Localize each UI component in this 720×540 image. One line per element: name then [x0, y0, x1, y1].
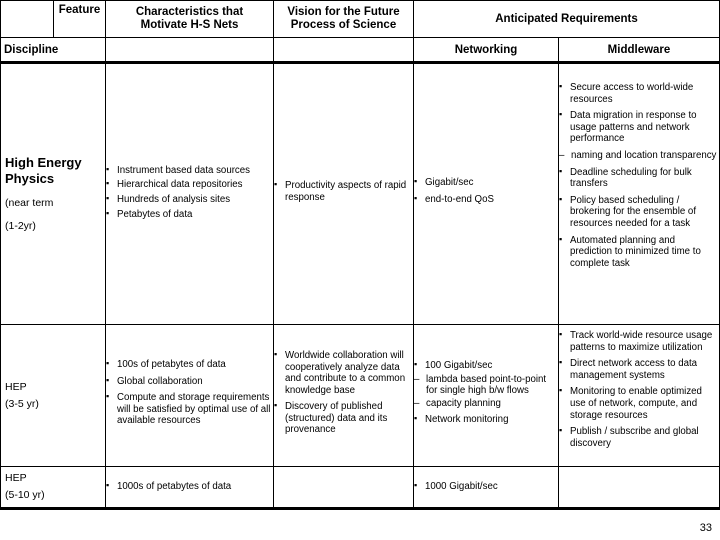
header-networking: Networking [414, 38, 559, 63]
row2-characteristics-cell [106, 325, 274, 467]
row2-discipline-cell [1, 325, 106, 467]
row3-vision-cell [274, 467, 414, 509]
row2-middleware-cell [559, 325, 720, 467]
row2-discipline-line1: HEP [5, 380, 27, 393]
list-item: ▪ Track world-wide resource usage patterns to maximize utilization [559, 330, 719, 353]
header-corner-blank [1, 1, 53, 37]
header-characteristics-line1: Characteristics that [135, 6, 244, 18]
row1-middleware-list [559, 82, 719, 145]
list-item: ▪ Automated planning and prediction to minimized time to complete task [559, 235, 719, 270]
list-item: ▪ Hierarchical data repositories [106, 179, 273, 191]
list-item: ▪ Discovery of published (structured) data and its provenance [274, 401, 413, 436]
list-item: ▪ 100 Gigabit/sec [414, 360, 558, 372]
row3-characteristics-cell [106, 467, 274, 509]
row1-discipline-title-line2: Physics [5, 171, 55, 186]
list-item: ▪ 100s of petabytes of data [106, 359, 273, 371]
list-item: ▪ Monitoring to enable optimized use of network, compute, and storage resources [559, 386, 719, 421]
row3-characteristics-list [106, 481, 273, 493]
list-item: ▪ 1000s of petabytes of data [106, 481, 273, 493]
header-vision-line1: Vision for the Future [287, 6, 400, 18]
list-item: ▪ Instrument based data sources [106, 165, 273, 177]
row1-discipline-sub2: (1-2yr) [5, 220, 36, 232]
header-feature-label: Feature [53, 1, 105, 37]
list-item: ▪ Secure access to world-wide resources [559, 82, 719, 105]
row1-characteristics-list [106, 165, 273, 220]
list-item: ▪ Global collaboration [106, 376, 273, 388]
row1-vision-list [274, 180, 413, 203]
row3-discipline-cell [1, 467, 106, 509]
table-header-row-1 [1, 1, 720, 38]
row2-vision-list [274, 350, 413, 436]
list-item: – naming and location transparency [559, 150, 719, 162]
row3-networking-list [414, 481, 558, 493]
list-item: ▪ end-to-end QoS [414, 194, 558, 206]
row1-networking-cell [414, 63, 559, 325]
list-item: ▪ Hundreds of analysis sites [106, 194, 273, 206]
table-header-row-2 [1, 38, 720, 63]
row2-networking-list-cont [414, 414, 558, 426]
header-characteristics [106, 1, 274, 38]
row1-discipline-cell [1, 63, 106, 325]
row1-middleware-cell [559, 63, 720, 325]
header-vision-line2: Process of Science [290, 19, 397, 31]
row3-discipline-line1: HEP [5, 472, 27, 484]
row1-discipline-sub1: (near term [5, 197, 54, 209]
row2-networking-list [414, 360, 558, 372]
header-vision [274, 1, 414, 38]
header-anticipated-requirements: Anticipated Requirements [414, 1, 720, 38]
list-item: ▪ Petabytes of data [106, 209, 273, 221]
row1-middleware-sublist [559, 150, 719, 162]
table-row [1, 325, 720, 467]
row3-discipline-line2: (5-10 yr) [5, 489, 45, 501]
table-row [1, 63, 720, 325]
list-item: ▪ Productivity aspects of rapid response [274, 180, 413, 203]
list-item: ▪ Publish / subscribe and global discovery [559, 426, 719, 449]
header-corner-cell [1, 1, 106, 38]
header-sub-characteristics-blank [106, 38, 274, 63]
header-middleware: Middleware [559, 38, 720, 63]
row3-middleware-cell [559, 467, 720, 509]
header-characteristics-line2: Motivate H-S Nets [140, 19, 239, 31]
list-item: – capacity planning [414, 398, 558, 410]
header-sub-vision-blank [274, 38, 414, 63]
list-item: ▪ 1000 Gigabit/sec [414, 481, 558, 493]
list-item: ▪ Network monitoring [414, 414, 558, 426]
list-item: ▪ Policy based scheduling / brokering for the ensemble of resources needed for a task [559, 195, 719, 230]
row1-vision-cell [274, 63, 414, 325]
row1-networking-list [414, 177, 558, 205]
row1-middleware-list-cont [559, 167, 719, 270]
page-number: 33 [699, 522, 712, 534]
row2-vision-cell [274, 325, 414, 467]
row2-discipline-line2: (3-5 yr) [5, 397, 39, 410]
row1-characteristics-cell [106, 63, 274, 325]
list-item: ▪ Gigabit/sec [414, 177, 558, 189]
row1-discipline-title-line1: High Energy [5, 155, 82, 170]
list-item: ▪ Compute and storage requirements will be satisfied by optimal use of all available resources [106, 392, 273, 427]
header-discipline: Discipline [1, 38, 106, 63]
list-item: ▪ Direct network access to data management systems [559, 358, 719, 381]
list-item: ▪ Worldwide collaboration will cooperatively analyze data and contribute to a common knowledge base [274, 350, 413, 396]
row2-characteristics-list [106, 359, 273, 427]
table-row [1, 467, 720, 509]
list-item: ▪ Data migration in response to usage patterns and network performance [559, 110, 719, 145]
row2-networking-sublist [414, 374, 558, 410]
row2-networking-cell [414, 325, 559, 467]
row3-networking-cell [414, 467, 559, 509]
list-item: ▪ Deadline scheduling for bulk transfers [559, 167, 719, 190]
list-item: – lambda based point-to-point for single high b/w flows [414, 374, 558, 397]
row2-middleware-list [559, 330, 719, 449]
